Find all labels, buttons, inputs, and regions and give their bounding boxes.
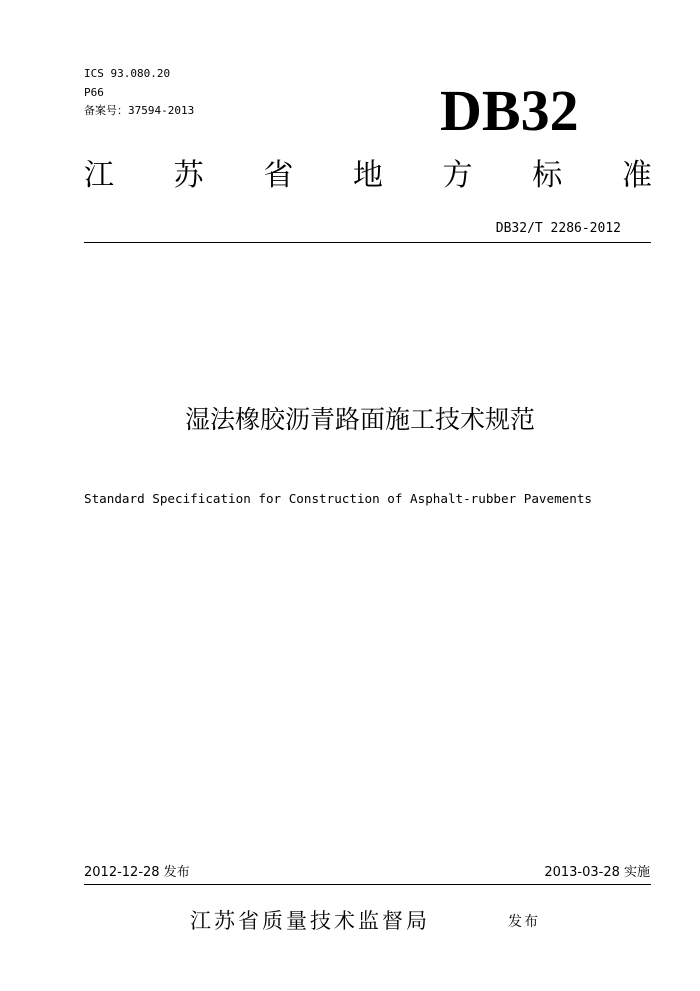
standard-code-logo: DB32 bbox=[440, 78, 579, 143]
classification-code: P66 bbox=[84, 86, 104, 99]
issue-date: 2012-12-28 发布 bbox=[84, 865, 190, 880]
standard-type-title bbox=[84, 156, 652, 196]
standard-type-char: 江 bbox=[84, 158, 114, 193]
publisher-suffix: 发布 bbox=[508, 914, 540, 930]
record-number: 备案号：37594-2013 bbox=[84, 104, 195, 117]
top-divider bbox=[84, 242, 651, 243]
document-title-en: Standard Specification for Construction of Asphalt-rubber Pavements bbox=[84, 491, 592, 506]
implementation-date: 2013-03-28 实施 bbox=[544, 865, 650, 880]
standard-type-char: 方 bbox=[442, 158, 473, 193]
ics-code: ICS 93.080.20 bbox=[84, 67, 171, 80]
standard-type-char: 标 bbox=[532, 158, 563, 193]
standard-number: DB32/T 2286-2012 bbox=[495, 221, 621, 236]
document-title-cn: 湿法橡胶沥青路面施工技术规范 bbox=[184, 405, 535, 434]
publisher-name: 江苏省质量技术监督局 bbox=[190, 909, 430, 933]
standard-type-char: 准 bbox=[621, 158, 652, 193]
standard-type-char: 地 bbox=[352, 158, 383, 193]
bottom-divider bbox=[84, 884, 651, 885]
standard-type-char: 苏 bbox=[173, 158, 204, 193]
standard-type-char: 省 bbox=[263, 158, 294, 193]
